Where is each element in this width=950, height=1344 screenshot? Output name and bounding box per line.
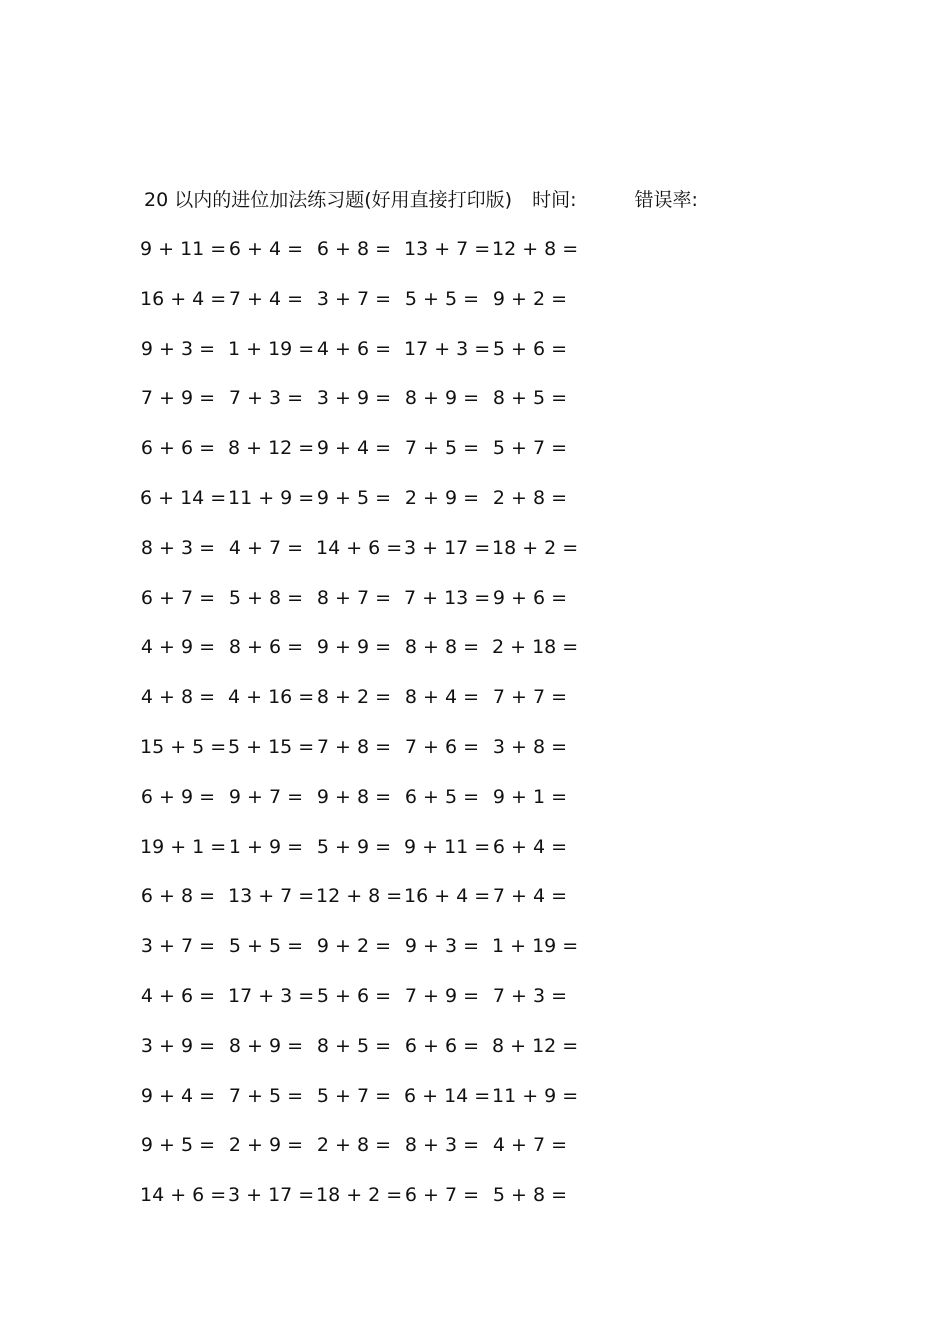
addition-problem: 18 + 2 =	[316, 1184, 403, 1207]
addition-problem: 7 + 9 =	[140, 387, 216, 410]
addition-problem: 5 + 7 =	[492, 437, 568, 460]
problem-row	[140, 485, 644, 535]
problem-row	[140, 286, 644, 336]
problem-row	[140, 734, 644, 784]
addition-problem: 11 + 9 =	[492, 1084, 579, 1107]
addition-problem: 8 + 5 =	[316, 1034, 392, 1057]
addition-problem: 9 + 3 =	[140, 337, 216, 360]
addition-problem: 3 + 17 =	[404, 536, 491, 559]
addition-problem: 14 + 6 =	[316, 536, 403, 559]
addition-problem: 4 + 7 =	[228, 536, 304, 559]
addition-problem: 1 + 9 =	[228, 835, 304, 858]
addition-problem: 6 + 9 =	[140, 785, 216, 808]
addition-problem: 4 + 6 =	[316, 337, 392, 360]
addition-problem: 7 + 5 =	[228, 1084, 304, 1107]
addition-problem: 16 + 4 =	[404, 885, 491, 908]
addition-problem: 9 + 8 =	[316, 785, 392, 808]
addition-problem: 15 + 5 =	[140, 735, 227, 758]
problem-row	[140, 535, 644, 585]
addition-problem: 6 + 14 =	[404, 1084, 491, 1107]
problem-row	[140, 834, 644, 884]
addition-problem: 8 + 12 =	[228, 437, 315, 460]
problem-row	[140, 585, 644, 635]
addition-problem: 16 + 4 =	[140, 287, 227, 310]
addition-problem: 4 + 9 =	[140, 636, 216, 659]
addition-problem: 9 + 9 =	[316, 636, 392, 659]
problem-row	[140, 336, 644, 386]
addition-problem: 2 + 8 =	[316, 1134, 392, 1157]
worksheet-header	[144, 186, 698, 214]
addition-problem: 8 + 2 =	[316, 686, 392, 709]
addition-problem: 8 + 3 =	[404, 1134, 480, 1157]
problem-row	[140, 1182, 644, 1232]
addition-problem: 9 + 5 =	[316, 486, 392, 509]
problem-row	[140, 236, 644, 286]
addition-problem: 9 + 1 =	[492, 785, 568, 808]
addition-problem: 2 + 9 =	[404, 486, 480, 509]
addition-problem: 12 + 8 =	[492, 238, 579, 260]
problem-row	[140, 933, 644, 983]
addition-problem: 8 + 8 =	[404, 636, 480, 659]
addition-problem: 17 + 3 =	[228, 984, 315, 1007]
addition-problem: 9 + 11 =	[140, 238, 227, 260]
addition-problem: 7 + 4 =	[228, 287, 304, 310]
problem-row	[140, 435, 644, 485]
addition-problem: 7 + 13 =	[404, 586, 491, 609]
addition-problem: 3 + 9 =	[140, 1034, 216, 1057]
addition-problem: 5 + 6 =	[492, 337, 568, 360]
addition-problem: 6 + 6 =	[404, 1034, 480, 1057]
addition-problem: 2 + 18 =	[492, 636, 579, 659]
time-label: 时间:	[532, 189, 577, 211]
addition-problem: 7 + 7 =	[492, 686, 568, 709]
addition-problem: 8 + 4 =	[404, 686, 480, 709]
addition-problem: 1 + 19 =	[492, 935, 579, 958]
addition-problem: 9 + 2 =	[492, 287, 568, 310]
addition-problem: 9 + 2 =	[316, 935, 392, 958]
addition-problem: 3 + 9 =	[316, 387, 392, 410]
addition-problem: 8 + 7 =	[316, 586, 392, 609]
problem-grid	[140, 236, 644, 1232]
error-rate-label: 错误率:	[634, 189, 698, 211]
addition-problem: 7 + 9 =	[404, 984, 480, 1007]
worksheet-title: 20 以内的进位加法练习题(好用直接打印版)	[144, 189, 513, 211]
addition-problem: 19 + 1 =	[140, 835, 227, 858]
addition-problem: 3 + 7 =	[140, 935, 216, 958]
addition-problem: 5 + 8 =	[228, 586, 304, 609]
addition-problem: 6 + 7 =	[404, 1184, 480, 1207]
addition-problem: 8 + 12 =	[492, 1034, 579, 1057]
problem-row	[140, 1033, 644, 1083]
addition-problem: 6 + 4 =	[492, 835, 568, 858]
problem-row	[140, 784, 644, 834]
addition-problem: 5 + 5 =	[404, 287, 480, 310]
addition-problem: 8 + 9 =	[404, 387, 480, 410]
problem-row	[140, 1083, 644, 1133]
addition-problem: 5 + 8 =	[492, 1184, 568, 1207]
addition-problem: 5 + 6 =	[316, 984, 392, 1007]
addition-problem: 9 + 4 =	[140, 1084, 216, 1107]
addition-problem: 6 + 5 =	[404, 785, 480, 808]
addition-problem: 8 + 9 =	[228, 1034, 304, 1057]
addition-problem: 8 + 3 =	[140, 536, 216, 559]
addition-problem: 9 + 7 =	[228, 785, 304, 808]
addition-problem: 5 + 9 =	[316, 835, 392, 858]
addition-problem: 4 + 8 =	[140, 686, 216, 709]
addition-problem: 7 + 3 =	[492, 984, 568, 1007]
addition-problem: 2 + 8 =	[492, 486, 568, 509]
addition-problem: 9 + 4 =	[316, 437, 392, 460]
addition-problem: 6 + 14 =	[140, 486, 227, 509]
problem-row	[140, 684, 644, 734]
problem-row	[140, 1132, 644, 1182]
addition-problem: 4 + 6 =	[140, 984, 216, 1007]
addition-problem: 3 + 17 =	[228, 1184, 315, 1207]
addition-problem: 5 + 5 =	[228, 935, 304, 958]
addition-problem: 3 + 8 =	[492, 735, 568, 758]
addition-problem: 9 + 11 =	[404, 835, 491, 858]
addition-problem: 2 + 9 =	[228, 1134, 304, 1157]
addition-problem: 7 + 8 =	[316, 735, 392, 758]
addition-problem: 5 + 7 =	[316, 1084, 392, 1107]
addition-problem: 7 + 3 =	[228, 387, 304, 410]
addition-problem: 9 + 5 =	[140, 1134, 216, 1157]
addition-problem: 7 + 4 =	[492, 885, 568, 908]
addition-problem: 14 + 6 =	[140, 1184, 227, 1207]
addition-problem: 9 + 3 =	[404, 935, 480, 958]
addition-problem: 12 + 8 =	[316, 885, 403, 908]
addition-problem: 6 + 7 =	[140, 586, 216, 609]
addition-problem: 13 + 7 =	[404, 238, 491, 260]
addition-problem: 5 + 15 =	[228, 735, 315, 758]
addition-problem: 13 + 7 =	[228, 885, 315, 908]
addition-problem: 8 + 6 =	[228, 636, 304, 659]
addition-problem: 9 + 6 =	[492, 586, 568, 609]
addition-problem: 8 + 5 =	[492, 387, 568, 410]
addition-problem: 7 + 5 =	[404, 437, 480, 460]
addition-problem: 1 + 19 =	[228, 337, 315, 360]
problem-row	[140, 883, 644, 933]
addition-problem: 11 + 9 =	[228, 486, 315, 509]
addition-problem: 6 + 6 =	[140, 437, 216, 460]
problem-row	[140, 983, 644, 1033]
addition-problem: 6 + 4 =	[228, 238, 304, 260]
addition-problem: 17 + 3 =	[404, 337, 491, 360]
addition-problem: 4 + 16 =	[228, 686, 315, 709]
problem-row	[140, 385, 644, 435]
problem-row	[140, 634, 644, 684]
addition-problem: 6 + 8 =	[316, 238, 392, 260]
addition-problem: 3 + 7 =	[316, 287, 392, 310]
addition-problem: 4 + 7 =	[492, 1134, 568, 1157]
addition-problem: 6 + 8 =	[140, 885, 216, 908]
addition-problem: 18 + 2 =	[492, 536, 579, 559]
addition-problem: 7 + 6 =	[404, 735, 480, 758]
